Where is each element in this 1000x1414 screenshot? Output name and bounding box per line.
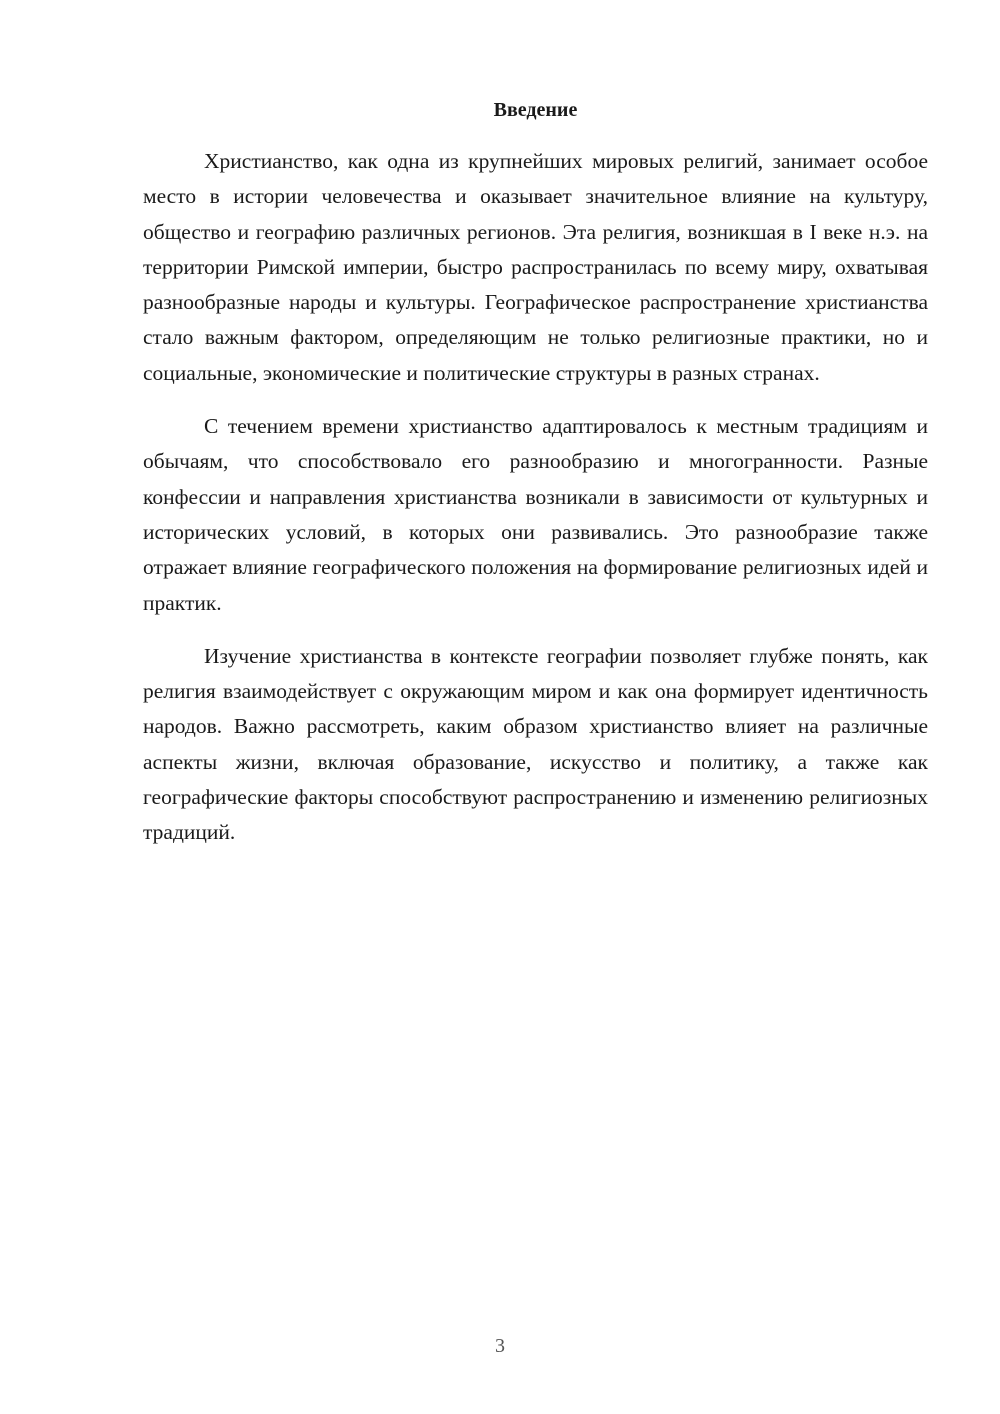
paragraph-1: Христианство, как одна из крупнейших мировых религий, занимает особое место в истории человечества и оказывает значительное влияние на культуру, общество и географию различных регионов. Эта религия, возникшая в I веке н.э. на территории Римской империи, быстро распространилась по всему миру, охватывая разнообразные народы и культуры. Географическое распространение христианства стало важным фактором, определяющим не только религиозные практики, но и социальные, экономические и политические структуры в разных странах. bbox=[143, 149, 928, 385]
paragraph-3: Изучение христианства в контексте географии позволяет глубже понять, как религия взаимодействует с окружающим миром и как она формирует идентичность народов. Важно рассмотреть, каким образом христианство влияет на различные аспекты жизни, включая образование, искусство и политику, а также как географические факторы способствуют распространению и изменению религиозных традиций. bbox=[143, 643, 928, 845]
section-title: Введение bbox=[493, 99, 578, 121]
page-number: 3 bbox=[495, 1335, 505, 1357]
page-content bbox=[143, 92, 928, 869]
paragraph-2: С течением времени христианство адаптировалось к местным традициям и обычаям, что способствовало его разнообразию и многогранности. Разные конфессии и направления христианства возникали в зависимости от культурных и исторических условий, в которых они развивались. Это разнообразие также отражает влияние географического положения на формирование религиозных идей и практик. bbox=[143, 414, 928, 615]
